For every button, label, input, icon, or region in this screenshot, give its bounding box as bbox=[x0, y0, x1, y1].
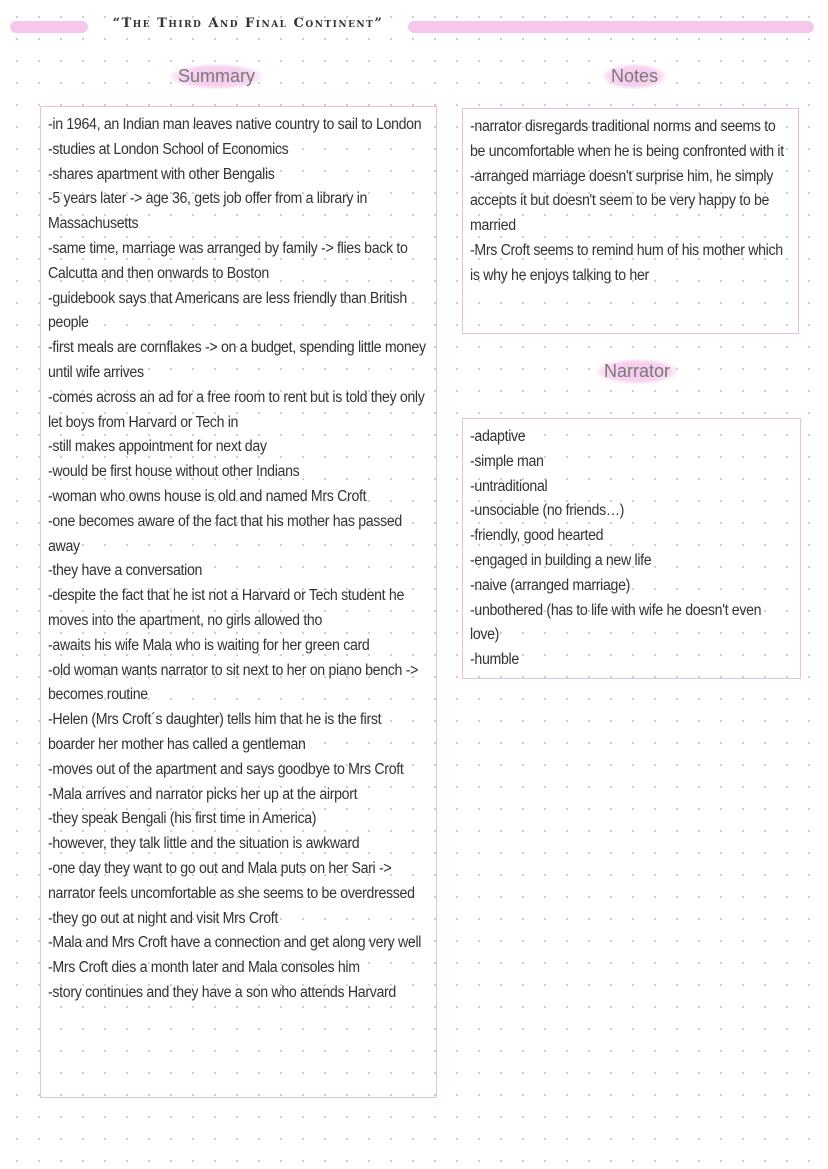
narrator-item: -unsociable (no friends…) bbox=[470, 502, 625, 520]
summary-item: -one becomes aware of the fact that his mother has passed away bbox=[48, 512, 402, 555]
summary-item: -shares apartment with other Bengalis bbox=[48, 165, 275, 183]
summary-item: -they have a conversation bbox=[48, 562, 203, 580]
title-highlight-left bbox=[10, 21, 88, 33]
summary-item: -comes across an ad for a free room to rent but is told they only let boys from Harvard or Tech in bbox=[48, 388, 425, 431]
summary-item: -awaits his wife Mala who is waiting for her green card bbox=[48, 636, 370, 654]
summary-item: -still makes appointment for next day bbox=[48, 438, 267, 456]
summary-item: -despite the fact that he ist not a Harvard or Tech student he moves into the apartment, no girls allowed tho bbox=[48, 587, 405, 629]
notes-box bbox=[462, 108, 799, 334]
summary-item: -5 years later -> age 36, gets job offer from a library in Massachusetts bbox=[48, 190, 368, 233]
summary-item: -woman who owns house is old and named Mrs Croft bbox=[48, 487, 367, 505]
notes-item: -Mrs Croft seems to remind hum of his mother which is why he enjoys talking to her bbox=[470, 241, 783, 284]
narrator-item: -untraditional bbox=[470, 477, 548, 495]
page-title: “The Third And Final Continent” bbox=[112, 16, 384, 31]
summary-item: -old woman wants narrator to sit next to her on piano bench -> becomes routine bbox=[48, 661, 419, 704]
notes-item: -narrator disregards traditional norms and seems to be uncomfortable when he is being confronted with it bbox=[470, 118, 784, 160]
notes-item: -arranged marriage doesn't surprise him, he simply accepts it but doesn't seem to be very happy to be married bbox=[470, 167, 773, 235]
summary-heading: Summary bbox=[170, 64, 263, 89]
summary-item: -Mrs Croft dies a month later and Mala consoles him bbox=[48, 959, 360, 977]
summary-item: -Mala arrives and narrator picks her up at the airport bbox=[48, 785, 358, 803]
narrator-item: -adaptive bbox=[470, 428, 526, 445]
summary-item: -one day they want to go out and Mala puts on her Sari -> narrator feels uncomfortable as she seems to be overdressed bbox=[48, 859, 415, 902]
narrator-item: -naive (arranged marriage) bbox=[470, 576, 631, 594]
summary-item: -they speak Bengali (his first time in America) bbox=[48, 810, 317, 828]
summary-item: -Mala and Mrs Croft have a connection and get along very well bbox=[48, 934, 422, 952]
narrator-list bbox=[470, 425, 793, 673]
notes-list bbox=[470, 115, 791, 289]
narrator-item: -friendly, good hearted bbox=[470, 527, 604, 545]
summary-box bbox=[40, 106, 437, 1098]
summary-item: -guidebook says that Americans are less friendly than British people bbox=[48, 289, 407, 332]
narrator-heading: Narrator bbox=[596, 359, 678, 384]
narrator-box bbox=[462, 418, 801, 679]
narrator-item: -engaged in building a new life bbox=[470, 551, 652, 569]
summary-item: -story continues and they have a son who attends Harvard bbox=[48, 983, 396, 1001]
summary-item: -Helen (Mrs Croft´s daughter) tells him that he is the first boarder her mother has called a gentleman bbox=[48, 711, 382, 753]
notes-heading: Notes bbox=[603, 64, 666, 89]
summary-item: -however, they talk little and the situation is awkward bbox=[48, 835, 360, 853]
narrator-item: -humble bbox=[470, 651, 519, 669]
summary-item: -studies at London School of Economics bbox=[48, 140, 289, 158]
summary-item: -in 1964, an Indian man leaves native country to sail to London bbox=[48, 116, 422, 133]
narrator-item: -simple man bbox=[470, 452, 544, 470]
summary-item: -same time, marriage was arranged by family -> flies back to Calcutta and then onwards to Boston bbox=[48, 239, 408, 282]
summary-item: -first meals are cornflakes -> on a budget, spending little money until wife arrives bbox=[48, 339, 426, 381]
summary-item: -would be first house without other Indians bbox=[48, 463, 300, 481]
title-highlight-right bbox=[408, 21, 814, 33]
summary-list bbox=[48, 113, 429, 1006]
summary-item: -they go out at night and visit Mrs Croft bbox=[48, 909, 278, 927]
summary-item: -moves out of the apartment and says goodbye to Mrs Croft bbox=[48, 760, 404, 778]
narrator-item: -unbothered (has to life with wife he doesn't even love) bbox=[470, 601, 762, 644]
